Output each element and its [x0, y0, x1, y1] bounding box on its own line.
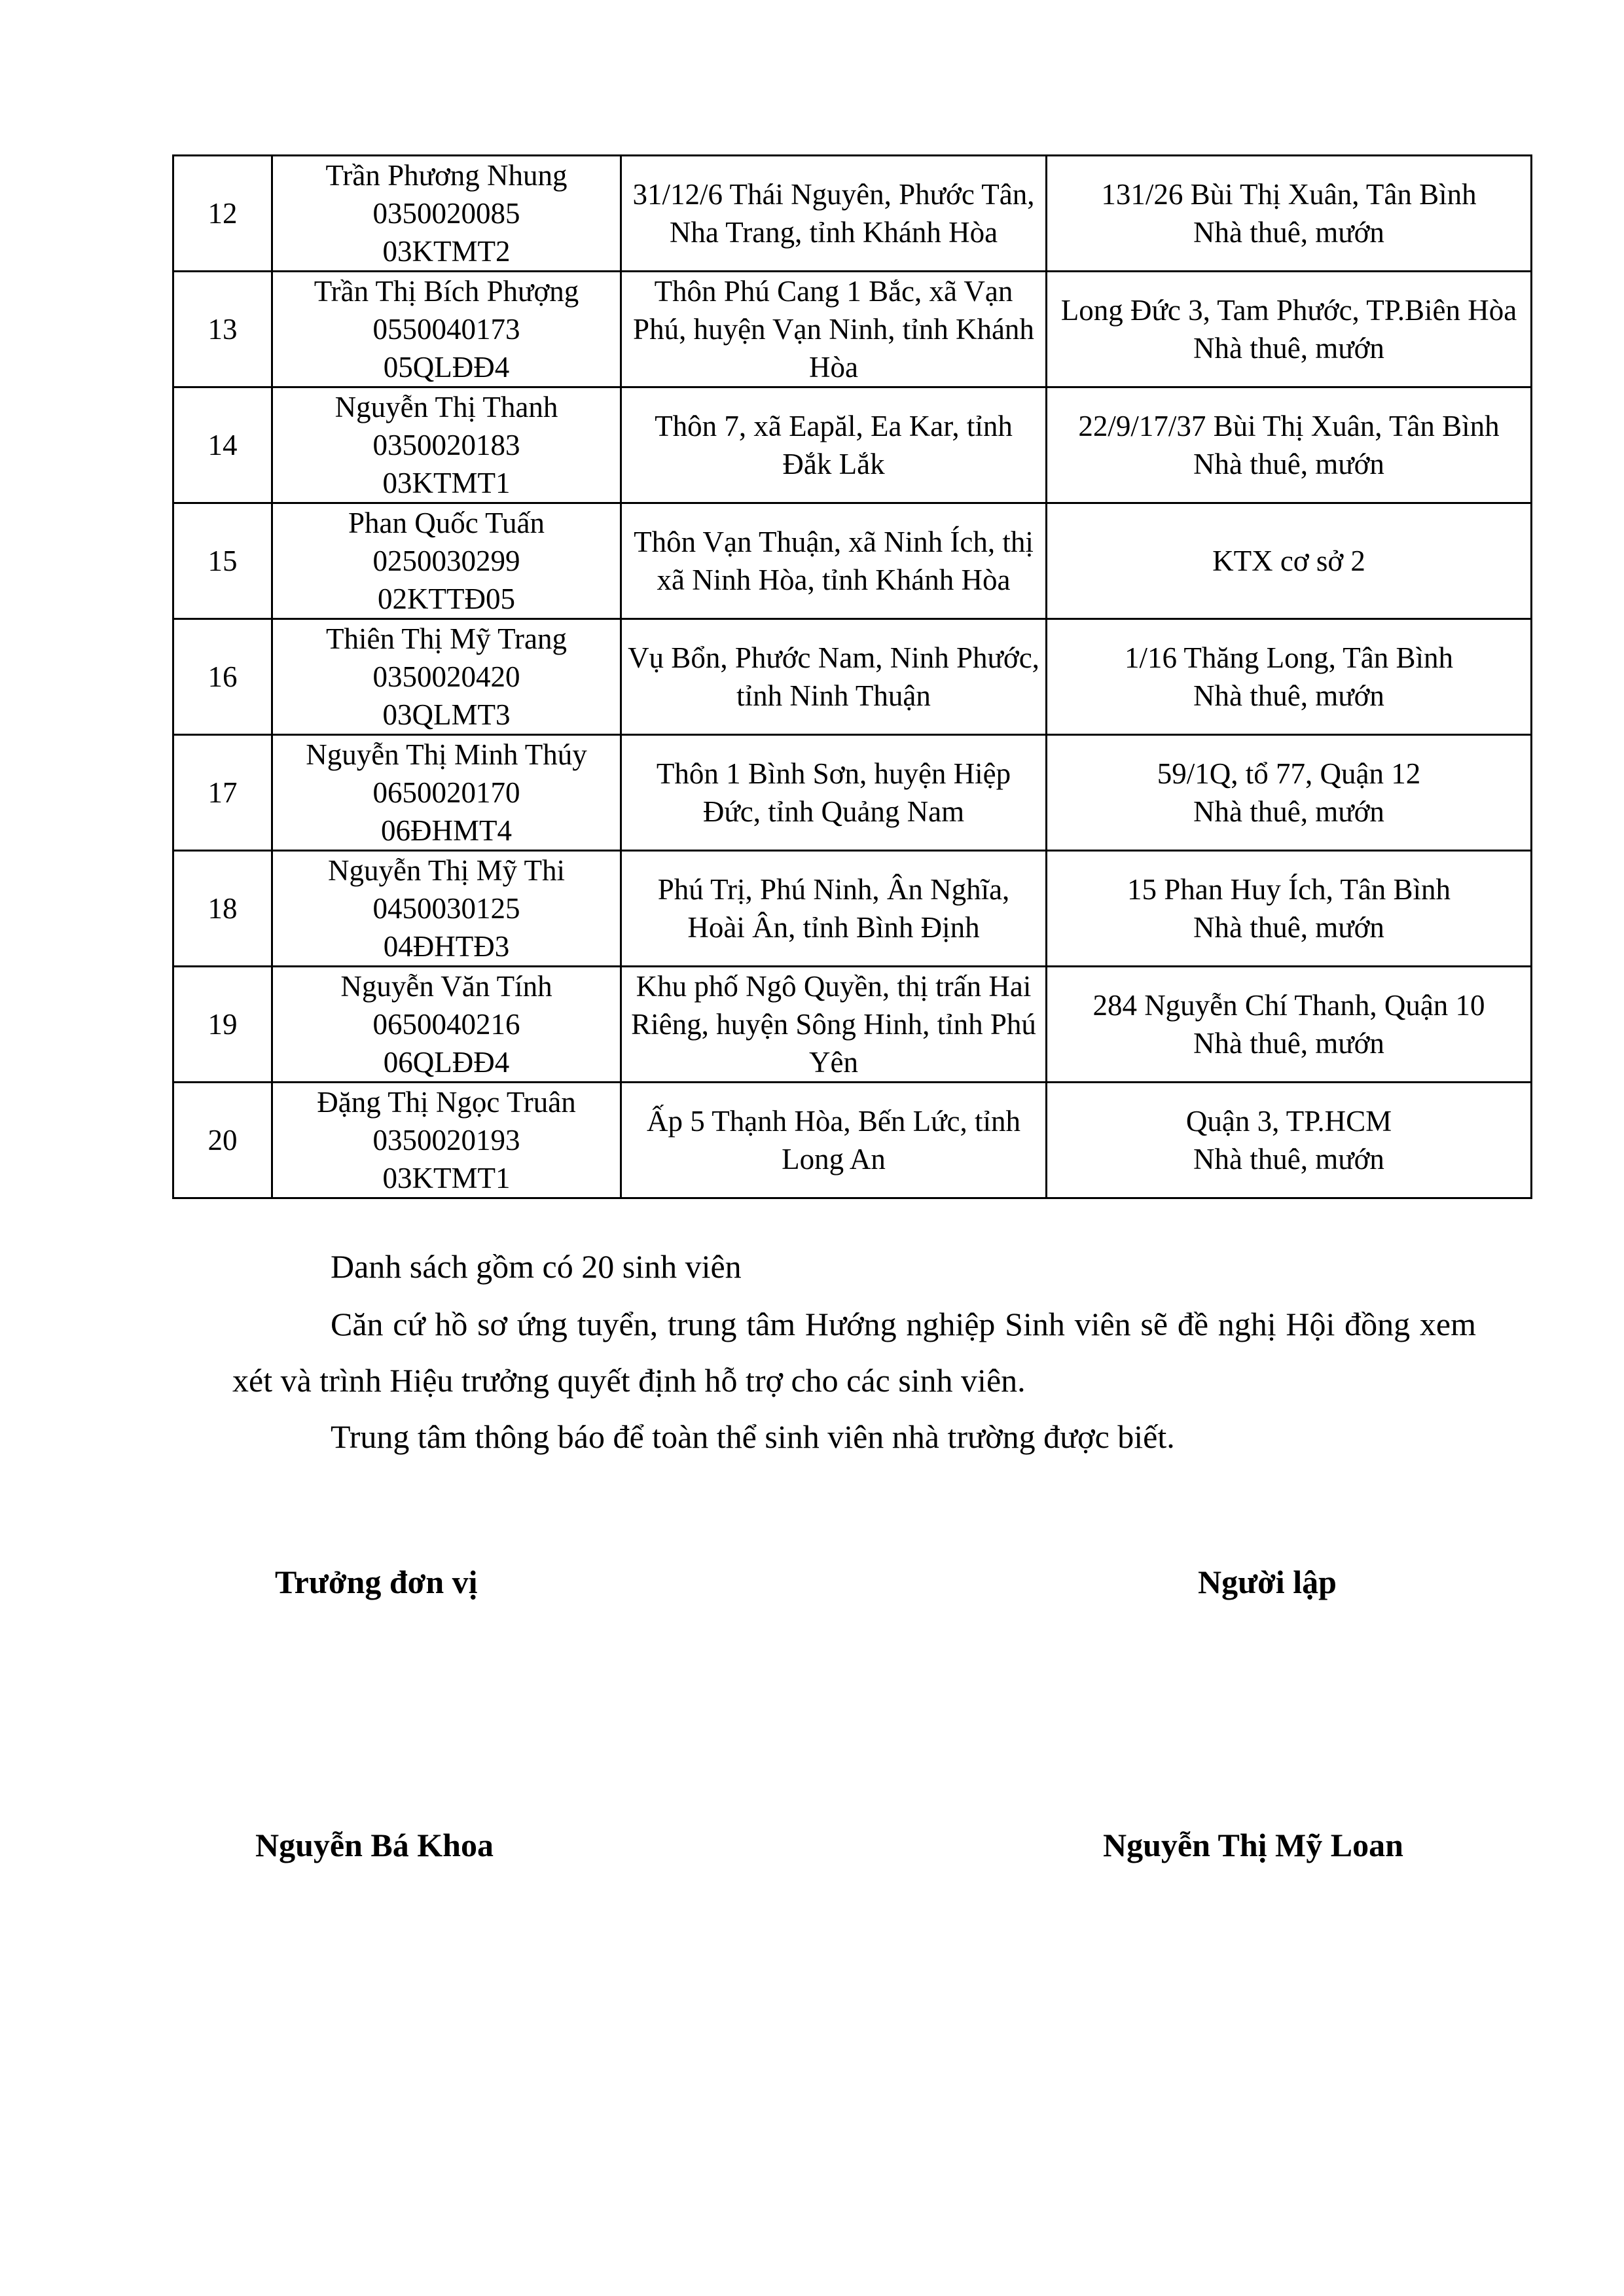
- student-cell: [272, 503, 621, 619]
- table-row: [173, 387, 1532, 503]
- row-number-cell: 18: [173, 851, 272, 967]
- basis-paragraph: Căn cứ hồ sơ ứng tuyển, trung tâm Hướng nghiệp Sinh viên sẽ đề nghị Hội đồng xem xét và trình Hiệu trưởng quyết định hỗ trợ cho các sinh viên.: [232, 1306, 1476, 1399]
- student-cell: [272, 619, 621, 735]
- hometown-cell: [621, 387, 1047, 503]
- student-name: Nguyễn Thị Mỹ Thi: [327, 854, 566, 887]
- student-id: 0350020420: [372, 660, 520, 693]
- residence-cell: [1047, 1083, 1532, 1198]
- student-id: 0550040173: [372, 313, 520, 346]
- hometown-address: Thôn 1 Bình Sơn, huyện Hiệp Đức, tỉnh Quảng Nam: [656, 757, 1011, 828]
- residence-address: 59/1Q, tổ 77, Quận 12: [1157, 757, 1421, 790]
- table-row: [173, 851, 1532, 967]
- student-cell: [272, 272, 621, 387]
- hometown-address: 31/12/6 Thái Nguyên, Phước Tân, Nha Trang, tỉnh Khánh Hòa: [632, 178, 1035, 249]
- residence-type: Nhà thuê, mướn: [1193, 795, 1384, 828]
- student-cell: [272, 387, 621, 503]
- student-name: Trần Phương Nhung: [325, 159, 568, 192]
- table-row: [173, 735, 1532, 851]
- residence-address: 284 Nguyễn Chí Thanh, Quận 10: [1092, 989, 1485, 1022]
- residence-address: KTX cơ sở 2: [1212, 545, 1365, 577]
- student-class: 03QLMT3: [382, 698, 511, 731]
- hometown-address: Ấp 5 Thạnh Hòa, Bến Lức, tỉnh Long An: [647, 1105, 1020, 1175]
- residence-cell: [1047, 619, 1532, 735]
- student-class: 05QLĐĐ4: [383, 351, 510, 384]
- maker-name: Nguyễn Thị Mỹ Loan: [1103, 1827, 1403, 1863]
- residence-cell: [1047, 967, 1532, 1083]
- table-row: [173, 503, 1532, 619]
- unit-head-title: Trưởng đơn vị: [275, 1564, 478, 1600]
- residence-type: Nhà thuê, mướn: [1193, 448, 1384, 480]
- table-row: [173, 1083, 1532, 1198]
- student-cell: [272, 851, 621, 967]
- residence-type: Nhà thuê, mướn: [1193, 911, 1384, 944]
- student-cell: [272, 1083, 621, 1198]
- hometown-address: Vụ Bổn, Phước Nam, Ninh Phước, tỉnh Ninh Thuận: [628, 641, 1039, 712]
- residence-address: 1/16 Thăng Long, Tân Bình: [1124, 641, 1454, 674]
- residence-cell: [1047, 156, 1532, 272]
- hometown-address: Thôn 7, xã Eapăl, Ea Kar, tỉnh Đắk Lắk: [655, 410, 1013, 480]
- hometown-address: Thôn Vạn Thuận, xã Ninh Ích, thị xã Ninh Hòa, tỉnh Khánh Hòa: [634, 526, 1034, 596]
- student-id: 0350020085: [372, 197, 520, 230]
- table-row: [173, 967, 1532, 1083]
- residence-address: Quận 3, TP.HCM: [1185, 1105, 1392, 1138]
- student-id: 0250030299: [372, 545, 520, 577]
- residence-cell: [1047, 272, 1532, 387]
- student-cell: [272, 967, 621, 1083]
- student-id: 0350020183: [372, 429, 520, 461]
- table-row: [173, 272, 1532, 387]
- student-id: 0650020170: [372, 776, 520, 809]
- student-cell: [272, 156, 621, 272]
- hometown-cell: [621, 272, 1047, 387]
- hometown-cell: [621, 851, 1047, 967]
- student-id: 0450030125: [372, 892, 520, 925]
- student-name: Nguyễn Thị Thanh: [334, 391, 558, 423]
- residence-type: Nhà thuê, mướn: [1193, 1143, 1384, 1175]
- student-id: 0650040216: [372, 1008, 520, 1041]
- residence-cell: [1047, 387, 1532, 503]
- hometown-cell: [621, 967, 1047, 1083]
- student-id: 0350020193: [372, 1124, 520, 1157]
- hometown-address: Khu phố Ngô Quyền, thị trấn Hai Riêng, huyện Sông Hinh, tỉnh Phú Yên: [631, 970, 1036, 1079]
- student-table: [172, 154, 1532, 1199]
- student-name: Phan Quốc Tuấn: [348, 507, 545, 539]
- residence-type: Nhà thuê, mướn: [1193, 1027, 1384, 1060]
- table-body: [173, 156, 1532, 1198]
- student-class: 03KTMT1: [382, 1162, 511, 1194]
- row-number-cell: 13: [173, 272, 272, 387]
- hometown-cell: [621, 156, 1047, 272]
- student-class: 06ĐHMT4: [381, 814, 512, 847]
- row-number-cell: 14: [173, 387, 272, 503]
- residence-type: Nhà thuê, mướn: [1193, 679, 1384, 712]
- hometown-address: Phú Trị, Phú Ninh, Ân Nghĩa, Hoài Ân, tỉnh Bình Định: [657, 873, 1010, 944]
- row-number-cell: 12: [173, 156, 272, 272]
- residence-cell: [1047, 735, 1532, 851]
- student-name: Nguyễn Thị Minh Thúy: [306, 738, 587, 771]
- student-class: 03KTMT2: [382, 235, 511, 268]
- residence-cell: [1047, 503, 1532, 619]
- row-number-cell: 15: [173, 503, 272, 619]
- notice-line: Trung tâm thông báo để toàn thể sinh viên nhà trường được biết.: [331, 1418, 1175, 1455]
- residence-type: Nhà thuê, mướn: [1193, 332, 1384, 365]
- table-row: [173, 156, 1532, 272]
- row-number-cell: 17: [173, 735, 272, 851]
- maker-title: Người lập: [1198, 1564, 1337, 1600]
- student-name: Trần Thị Bích Phượng: [314, 275, 579, 308]
- residence-type: Nhà thuê, mướn: [1193, 216, 1384, 249]
- residence-address: Long Đức 3, Tam Phước, TP.Biên Hòa: [1060, 294, 1517, 327]
- student-count-line: Danh sách gồm có 20 sinh viên: [331, 1248, 742, 1285]
- hometown-cell: [621, 619, 1047, 735]
- row-number-cell: 19: [173, 967, 272, 1083]
- hometown-cell: [621, 503, 1047, 619]
- row-number-cell: 20: [173, 1083, 272, 1198]
- student-class: 06QLĐĐ4: [383, 1046, 510, 1079]
- student-cell: [272, 735, 621, 851]
- hometown-cell: [621, 735, 1047, 851]
- residence-address: 22/9/17/37 Bùi Thị Xuân, Tân Bình: [1078, 410, 1500, 442]
- student-name: Nguyễn Văn Tính: [340, 970, 552, 1003]
- student-name: Đặng Thị Ngọc Truân: [317, 1086, 576, 1119]
- row-number-cell: 16: [173, 619, 272, 735]
- student-name: Thiên Thị Mỹ Trang: [326, 622, 567, 655]
- hometown-cell: [621, 1083, 1047, 1198]
- student-class: 03KTMT1: [382, 467, 511, 499]
- student-class: 02KTTĐ05: [378, 583, 515, 615]
- table-row: [173, 619, 1532, 735]
- residence-address: 131/26 Bùi Thị Xuân, Tân Bình: [1101, 178, 1477, 211]
- hometown-address: Thôn Phú Cang 1 Bắc, xã Vạn Phú, huyện Vạn Ninh, tỉnh Khánh Hòa: [633, 275, 1034, 384]
- student-class: 04ĐHTĐ3: [383, 930, 510, 963]
- unit-head-name: Nguyễn Bá Khoa: [255, 1827, 494, 1863]
- residence-address: 15 Phan Huy Ích, Tân Bình: [1127, 873, 1451, 906]
- residence-cell: [1047, 851, 1532, 967]
